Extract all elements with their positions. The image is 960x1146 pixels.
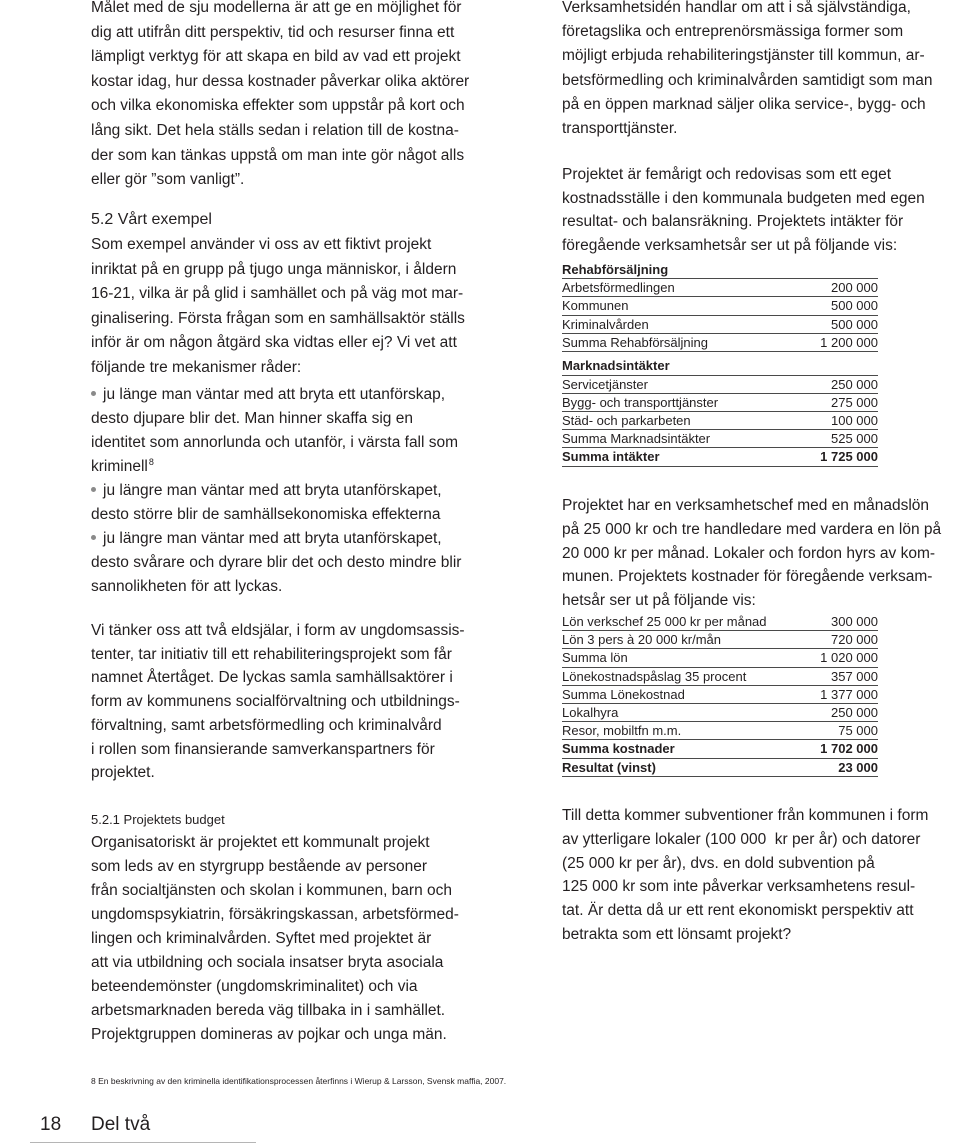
text-line: der som kan tänkas uppstå om man inte gör något alls (91, 146, 465, 164)
text-line: form av kommunens socialförvaltning och utbildnings- (91, 693, 460, 711)
row-value: 357 000 (831, 668, 878, 684)
text-line: tat. Är detta då ur ett rent ekonomiskt perspektiv att (562, 902, 914, 920)
text-line: munen. Projektets kostnader för föregående verksam- (562, 568, 933, 586)
bullet-item (91, 527, 511, 599)
text-line: dig att utifrån ditt perspektiv, tid och resurser finna ett (91, 23, 455, 41)
bullet-dot-icon (91, 391, 96, 396)
text-line: förvaltning, samt arbetsförmedling och kriminalvård (91, 716, 442, 734)
text-line: Organisatoriskt är projektet ett kommunalt projekt (91, 834, 430, 851)
table-row (562, 316, 878, 334)
text-line: inriktat på en grupp på tjugo unga människor, i åldern (91, 260, 457, 278)
text-line: från socialtjänsten och skolan i kommunen, barn och (91, 882, 453, 899)
row-label: Kommunen (562, 298, 629, 314)
text-line: 125 000 kr som inte påverkar verksamhetens resul- (562, 878, 916, 896)
footer-section-title: Del två (91, 1114, 151, 1135)
table-row (562, 631, 878, 649)
row-label: Resor, mobiltfn m.m. (562, 723, 682, 739)
row-value: 1 377 000 (820, 686, 878, 702)
text-line: Vi tänker oss att två eldsjälar, i form av ungdomsassis- (91, 622, 465, 639)
row-label: Lön verkschef 25 000 kr per månad (562, 614, 767, 629)
table-row (562, 430, 878, 448)
text-line: desto svårare och dyrare blir det och desto mindre blir (91, 554, 462, 571)
row-label: Lönekostnadspåslag 35 procent (562, 668, 747, 684)
business-idea-paragraph (562, 0, 956, 141)
text-line: på 25 000 kr och tre handledare med vardera en lön på (562, 520, 942, 538)
text-line: Målet med de sju modellerna är att ge en möjlighet för (91, 0, 462, 16)
table-row (562, 668, 878, 686)
row-label: Summa Rehabförsäljning (562, 334, 708, 350)
bullet-list (91, 383, 511, 599)
bullet-text: ju längre man väntar med att bryta utanförskapet, (103, 530, 442, 547)
row-label: Lokalhyra (562, 704, 619, 720)
section-heading-label: Rehabförsäljning (562, 262, 669, 277)
row-label: Städ- och parkarbeten (562, 413, 691, 428)
text-line (91, 383, 511, 407)
row-label: Kriminalvården (562, 316, 649, 332)
row-label: Arbetsförmedlingen (562, 280, 675, 296)
text-line: Projektgruppen domineras av pojkar och unga män. (91, 1026, 447, 1043)
conclusion-paragraph (562, 804, 956, 947)
text-line: att via utbildning och sociala insatser bryta asociala (91, 954, 444, 971)
text-line: namnet Återtåget. De lyckas samla samhällsaktörer i (91, 669, 453, 687)
row-label: Summa kostnader (562, 741, 675, 757)
table-row-group (562, 376, 878, 449)
text-line: som leds av en styrgrupp bestående av personer (91, 858, 428, 875)
text-line: sannolikheten för att lyckas. (91, 578, 283, 595)
cost-table (562, 613, 878, 777)
text-line: (25 000 kr per år), dvs. en dold subvention på (562, 854, 875, 872)
text-line: Verksamhetsidén handlar om att i så självständiga, (562, 0, 911, 16)
text-line: kostnadsställe i den kommunala budgeten med egen (562, 189, 925, 207)
text-line: lingen och kriminalvården. Syftet med projektet är (91, 930, 432, 947)
text-line: desto större blir de samhällsekonomiska effekterna (91, 506, 441, 523)
text-line: resultat- och balansräkning. Projektets intäkter för (562, 213, 904, 231)
text-line: eller gör ”som vanligt”. (91, 171, 245, 189)
text-line: beteendemönster (ungdomskriminalitet) och via (91, 978, 418, 995)
text-line: kostar idag, hur dessa kostnader påverkar olika aktörer (91, 72, 470, 90)
text-line (91, 479, 511, 503)
table-total-row (562, 448, 878, 466)
text-line: transporttjänster. (562, 120, 678, 138)
text-line: företagslika och entreprenörsmässiga former som (562, 23, 904, 41)
bullet-dot-icon (91, 535, 96, 540)
row-label: Summa Lönekostnad (562, 686, 685, 702)
revenue-table (562, 261, 878, 467)
text-line: av ytterligare lokaler (100 000 kr per år) och datorer (562, 830, 921, 848)
row-value: 275 000 (831, 394, 878, 410)
text-line: arbetsmarknaden bereda väg tillbaka in i samhället. (91, 1002, 446, 1019)
text-line: projektet. (91, 764, 155, 782)
footer-rule (30, 1142, 256, 1143)
text-line: ungdomspsykiatrin, försäkringskassan, arbetsförmed- (91, 906, 459, 923)
row-value: 300 000 (831, 614, 878, 629)
row-value: 525 000 (831, 431, 878, 447)
text-line: identitet som annorlunda och utanför, i värsta fall som (91, 434, 459, 451)
text-line: desto djupare blir det. Man hinner skaffa sig en (91, 410, 413, 427)
table-row (562, 649, 878, 667)
text-line: lång sikt. Det hela ställs sedan i relation till de kostna- (91, 121, 459, 139)
text-line: betrakta som ett lönsamt projekt? (562, 925, 792, 943)
table-total-group (562, 740, 878, 776)
row-label: Lön 3 pers à 20 000 kr/mån (562, 632, 721, 648)
text-line: 16-21, vilka är på glid i samhället och på väg mot mar- (91, 285, 464, 303)
table-section-heading (562, 261, 878, 279)
footnote-number: 8 (91, 1076, 96, 1086)
row-label: Summa lön (562, 650, 628, 666)
text-line: Till detta kommer subventioner från kommunen i form (562, 807, 929, 824)
row-value: 1 200 000 (820, 334, 878, 350)
row-value: 1 725 000 (820, 449, 878, 465)
table-row (562, 412, 878, 430)
page-number: 18 (40, 1114, 62, 1135)
section-heading: 5.2 Vårt exempel (91, 211, 212, 228)
table-section-heading (562, 357, 878, 375)
bullet-item (91, 383, 511, 479)
row-value: 1 702 000 (820, 741, 878, 757)
row-value: 500 000 (831, 298, 878, 314)
footnote-text: En beskrivning av den kriminella identifikationsprocessen återfinns i Wierup & Larsson, Svensk maffia, 2007. (98, 1076, 507, 1086)
text-line: på en öppen marknad säljer olika service-, bygg- och (562, 95, 926, 113)
text-line: Projektet är femårigt och redovisas som ett eget (562, 166, 892, 183)
row-label: Resultat (vinst) (562, 759, 656, 775)
table-row (562, 613, 878, 631)
text-line (91, 455, 511, 479)
text-line: 20 000 kr per månad. Lokaler och fordon hyrs av kom- (562, 544, 936, 562)
subsection-heading: 5.2.1 Projektets budget (91, 812, 225, 827)
example-paragraph (91, 233, 511, 381)
text-line: betsförmedling och kriminalvården samtidigt som man (562, 71, 933, 89)
row-value: 500 000 (831, 316, 878, 332)
row-value: 1 020 000 (820, 650, 878, 666)
footnote-reference: 8 (148, 457, 154, 467)
table-row (562, 704, 878, 722)
row-value: 250 000 (831, 704, 878, 720)
bullet-text: ju länge man väntar med att bryta ett utanförskap, (103, 386, 446, 403)
text-line: Projektet har en verksamhetschef med en månadslön (562, 497, 930, 514)
row-value: 200 000 (831, 280, 878, 296)
bullet-dot-icon (91, 487, 96, 492)
text-line: tenter, tar initiativ till ett rehabiliteringsprojekt som får (91, 645, 452, 663)
text-line: i rollen som finansierande samverkanspartners för (91, 740, 435, 758)
row-label: Bygg- och transporttjänster (562, 394, 719, 410)
table-row (562, 740, 878, 758)
table-row (562, 334, 878, 352)
table-row (562, 759, 878, 777)
row-value: 100 000 (831, 413, 878, 428)
table-row (562, 279, 878, 297)
text-line: inför är om någon åtgärd ska vidtas eller ej? Vi vet att (91, 334, 457, 352)
intro-paragraph (91, 0, 511, 193)
text-line: möjligt erbjuda rehabiliteringstjänster till kommun, ar- (562, 47, 925, 65)
text-line: följande tre mekanismer råder: (91, 358, 302, 376)
row-label: Summa intäkter (562, 449, 660, 465)
table-row-group (562, 613, 878, 740)
table-row (562, 297, 878, 315)
row-value: 250 000 (831, 376, 878, 392)
table-row (562, 722, 878, 740)
bullet-item (91, 479, 511, 527)
table-row (562, 686, 878, 704)
text-line (91, 527, 511, 551)
row-value: 720 000 (831, 632, 878, 648)
row-label: Servicetjänster (562, 376, 648, 392)
text-line: hetsår ser ut på följande vis: (562, 592, 756, 609)
row-value: 23 000 (838, 759, 878, 775)
footnote (91, 1075, 506, 1087)
text-line: och vilka ekonomiska effekter som uppstår på kort och (91, 97, 465, 115)
text-line: Som exempel använder vi oss av ett fiktivt projekt (91, 236, 432, 253)
row-label: Summa Marknadsintäkter (562, 431, 711, 447)
revenue-intro-paragraph (562, 163, 956, 258)
section-heading-label: Marknadsintäkter (562, 358, 670, 374)
story-paragraph (91, 619, 511, 785)
text-line: föregående verksamhetsår ser ut på följande vis: (562, 237, 898, 255)
bullet-text: kriminell (91, 458, 148, 475)
budget-paragraph (91, 831, 511, 1047)
table-row (562, 394, 878, 412)
cost-intro-paragraph (562, 494, 956, 613)
text-line: ginalisering. Första frågan som en samhällsaktör ställs (91, 309, 465, 327)
bullet-text: ju längre man väntar med att bryta utanförskapet, (103, 482, 442, 499)
table-row (562, 376, 878, 394)
text-line: lämpligt verktyg för att skapa en bild av vad ett projekt (91, 48, 461, 66)
table-row-group (562, 279, 878, 352)
row-value: 75 000 (838, 723, 878, 739)
